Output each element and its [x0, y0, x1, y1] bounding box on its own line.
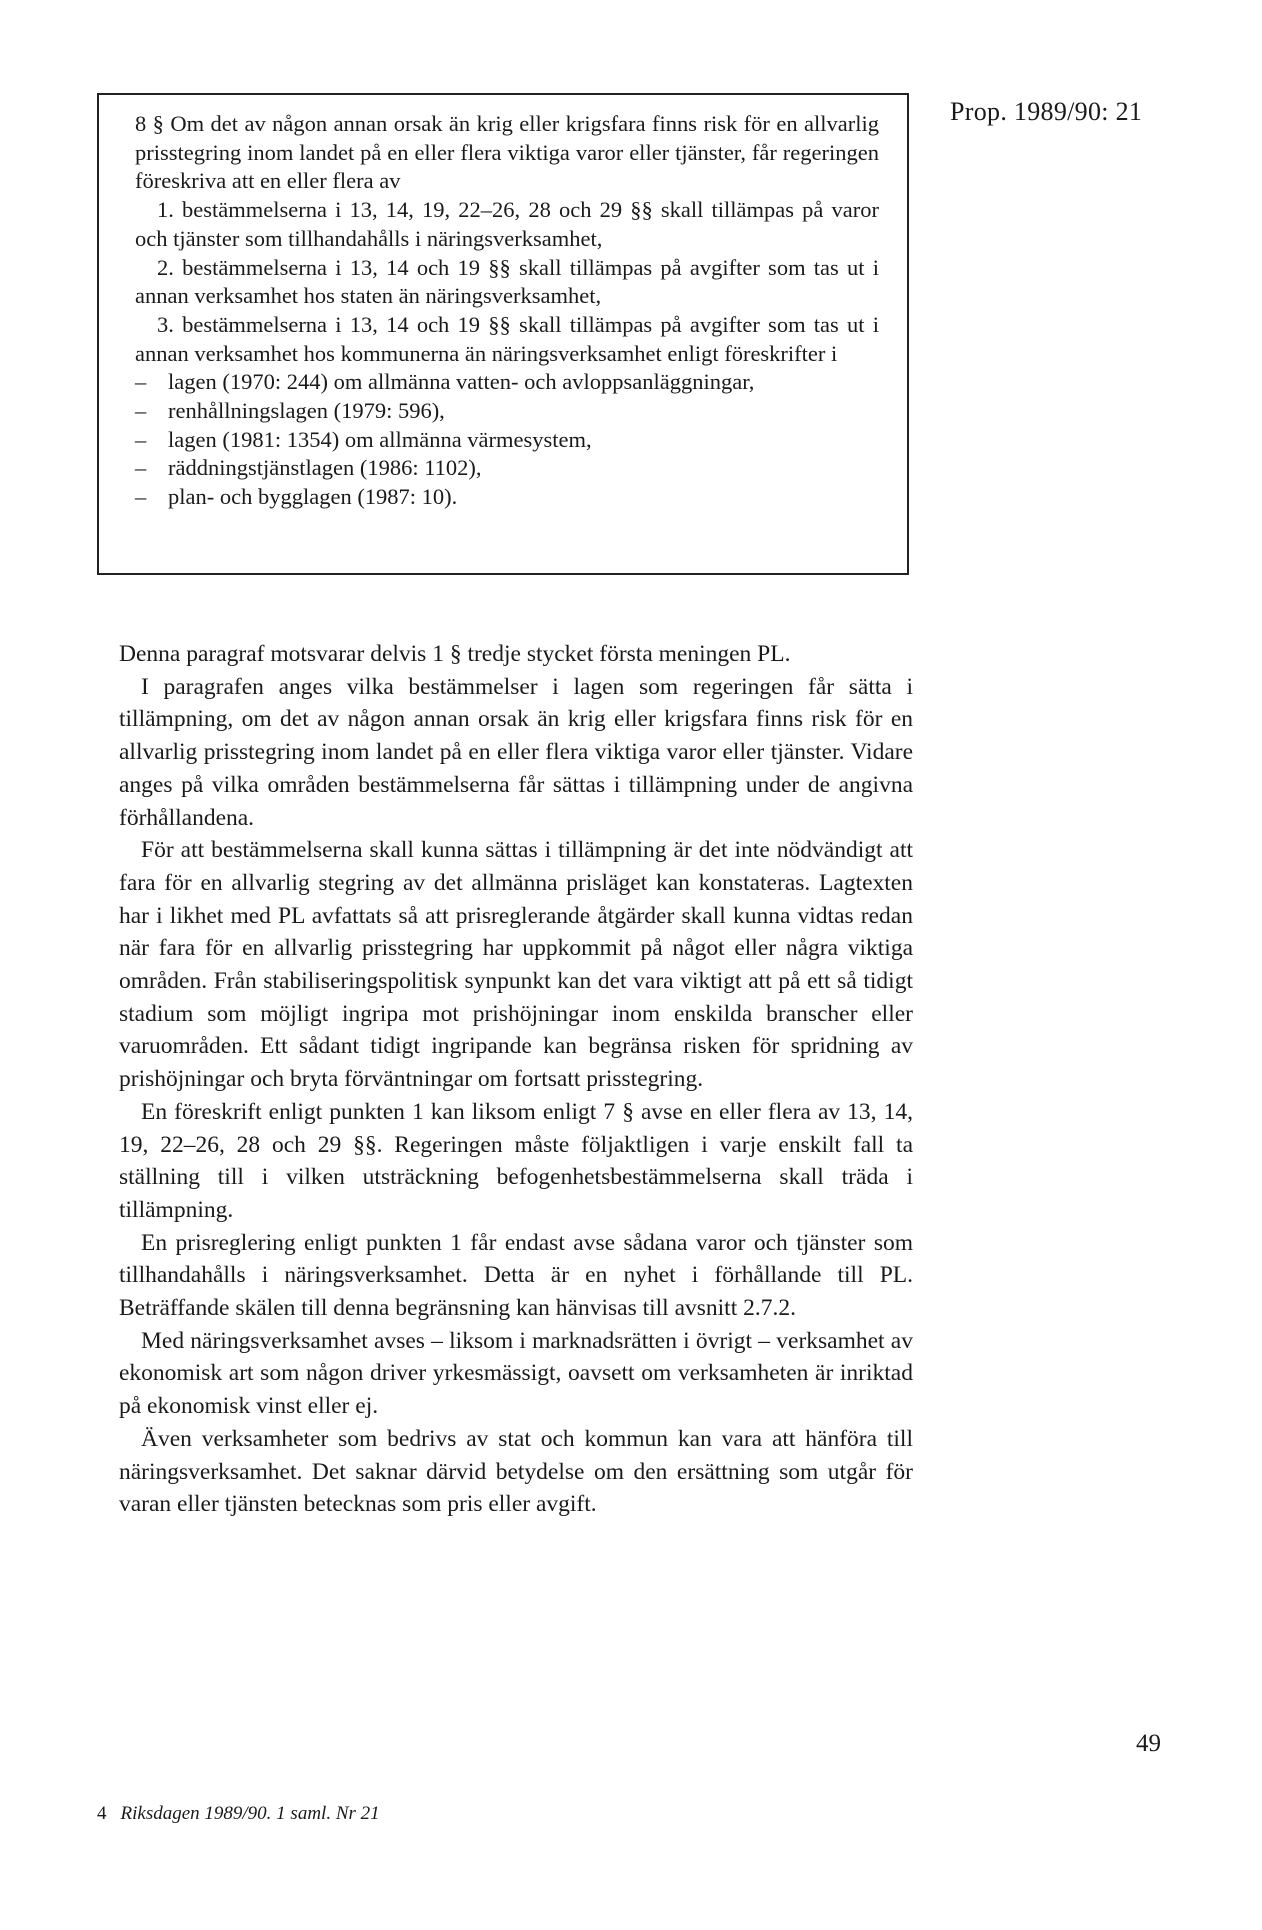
law-text-box — [97, 93, 909, 575]
statute-list-item: – lagen (1970: 244) om allmänna vatten- och avloppsanläggningar, — [135, 369, 755, 395]
footer — [97, 1803, 380, 1825]
commentary-paragraph: En föreskrift enligt punkten 1 kan liksom enligt 7 § avse en eller flera av 13, 14, 19, 22–26, 28 och 29 §§. Regeringen måste följaktligen i varje enskilt fall ta ställning till i vilken utsträckning befogenhetsbestämmelserna skall träda i tillämpning. — [119, 1098, 913, 1223]
proposition-reference: Prop. 1989/90: 21 — [950, 97, 1143, 126]
commentary-paragraph: En prisreglering enligt punkten 1 får endast avse sådana varor och tjänster som tillhandahålls i näringsverksamhet. Detta är en nyhet i förhållande till PL. Beträffande skälen till denna begränsning kan hänvisas till avsnitt 2.7.2. — [119, 1229, 913, 1322]
commentary-paragraph: För att bestämmelserna skall kunna sättas i tillämpning är det inte nödvändigt att fara för en allvarlig stegring av det allmänna prisläget kan konstateras. Lagtexten har i likhet med PL avfattats så att prisreglerande åtgärder skall kunna vidtas redan när fara för en allvarlig prisstegring har uppkommit på något eller några viktiga områden. Från stabiliseringspolitisk synpunkt kan det vara viktigt att på ett så tidigt stadium som möjligt ingripa mot prishöjningar inom enskilda branscher eller varuområden. Ett sådant tidigt ingripande kan begränsa risken för spridning av prishöjningar och bryta förväntningar om fortsatt prisstegring. — [119, 837, 913, 1093]
footer-title: Riksdagen 1989/90. 1 saml. Nr 21 — [120, 1803, 380, 1824]
commentary-paragraph: Med näringsverksamhet avses – liksom i marknadsrätten i övrigt – verksamhet av ekonomisk art som någon driver yrkesmässigt, oavsett om verksamheten är inriktad på ekonomisk vinst eller ej. — [119, 1327, 913, 1420]
commentary-body — [119, 638, 913, 1521]
commentary-paragraph: Denna paragraf motsvarar delvis 1 § tredje stycket första meningen PL. — [119, 641, 791, 667]
statute-list-item: – renhållningslagen (1979: 596), — [135, 398, 445, 424]
footer-number: 4 — [97, 1803, 107, 1824]
law-item-1: 1. bestämmelserna i 13, 14, 19, 22–26, 28 och 29 §§ skall tillämpas på varor och tjänster som tillhandahålls i näringsverksamhet, — [135, 197, 879, 251]
commentary-paragraph: Även verksamheter som bedrivs av stat och kommun kan vara att hänföra till näringsverksamhet. Det saknar därvid betydelse om den ersättning som utgår för varan eller tjänsten betecknas som pris eller avgift. — [119, 1425, 913, 1518]
statute-list-item: – plan- och bygglagen (1987: 10). — [135, 484, 458, 510]
law-item-3: 3. bestämmelserna i 13, 14 och 19 §§ skall tillämpas på avgifter som tas ut i annan verksamhet hos kommunerna än näringsverksamhet enligt föreskrifter i — [135, 311, 879, 366]
section-intro: 8 § Om det av någon annan orsak än krig eller krigsfara finns risk för en allvarlig prisstegring inom landet på en eller flera viktiga varor eller tjänster, får regeringen föreskriva att en eller flera av — [135, 111, 879, 194]
statute-list-item: – lagen (1981: 1354) om allmänna värmesystem, — [135, 426, 592, 452]
commentary-paragraph: I paragrafen anges vilka bestämmelser i lagen som regeringen får sätta i tillämpning, om det av någon annan orsak än krig eller krigsfara finns risk för en allvarlig prisstegring inom landet på en eller flera viktiga varor eller tjänster. Vidare anges på vilka områden bestämmelserna får sättas i tillämpning under de angivna förhållandena. — [119, 673, 913, 831]
statute-list-item: – räddningstjänstlagen (1986: 1102), — [135, 455, 482, 481]
statute-list — [135, 368, 879, 512]
law-item-2: 2. bestämmelserna i 13, 14 och 19 §§ skall tillämpas på avgifter som tas ut i annan verksamhet hos staten än näringsverksamhet, — [135, 254, 879, 309]
page-number: 49 — [1136, 1730, 1161, 1757]
